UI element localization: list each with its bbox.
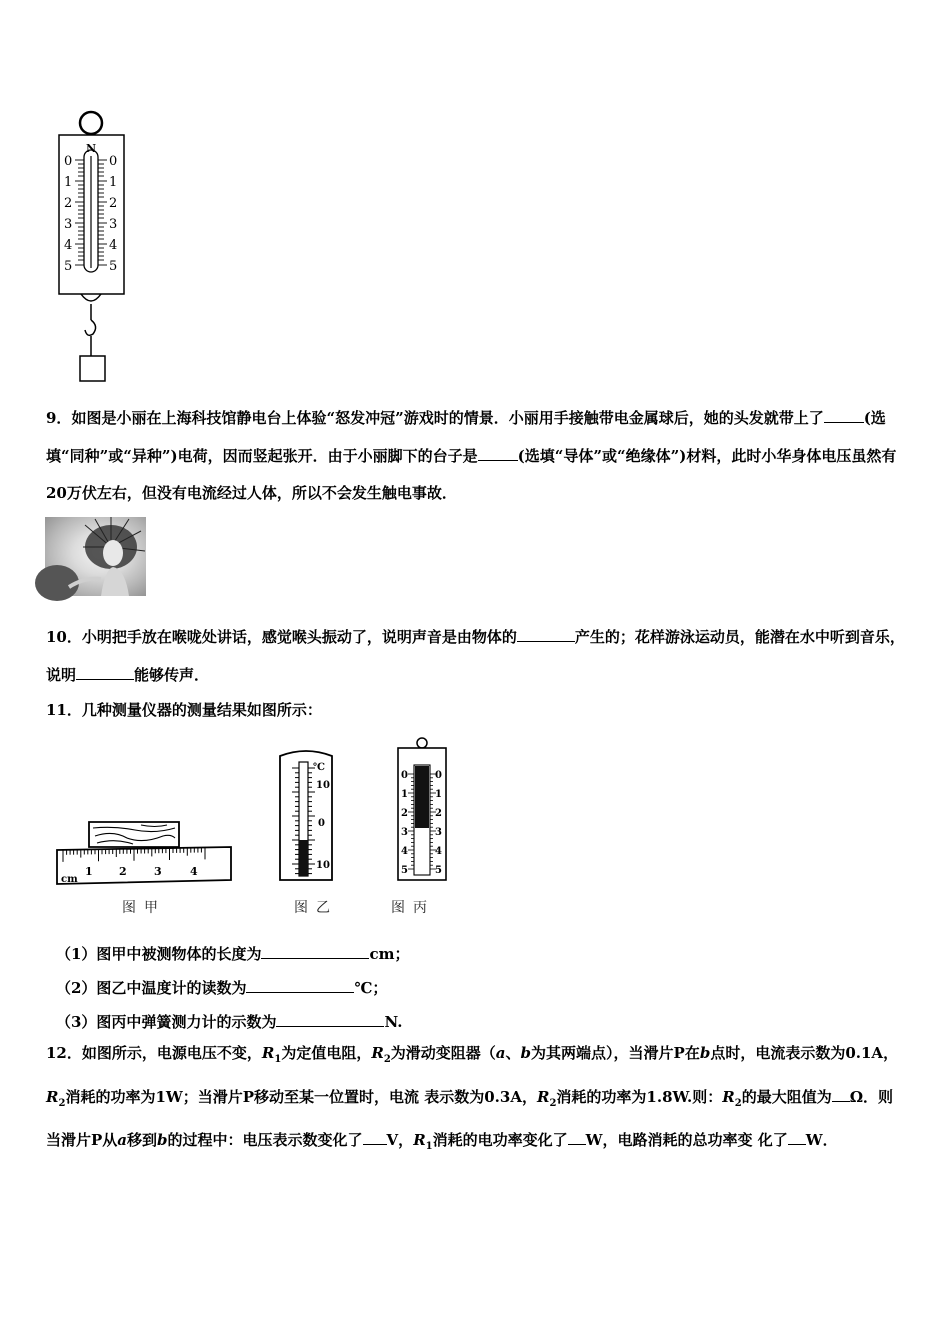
q11-blank-1[interactable] — [261, 942, 369, 959]
scale-left-5: 5 — [64, 259, 73, 274]
scale-hook — [85, 320, 96, 335]
q12-r1-sub: 1 — [274, 1054, 282, 1065]
q12-r1-b-sub: 1 — [425, 1141, 433, 1152]
caption-bing: 图丙 — [391, 900, 435, 916]
q12-p15: W，电路消耗的总功率变 化了 — [585, 1131, 788, 1149]
q12-p3: 为滑动变阻器（ — [390, 1044, 496, 1062]
hanging-weight — [80, 356, 105, 381]
question-9 — [46, 400, 906, 513]
question-10 — [46, 619, 906, 694]
q11-sub-1 — [56, 942, 409, 964]
scale-right-3: 3 — [109, 217, 118, 232]
q12-r2: R — [371, 1044, 384, 1062]
q10-text-1: 小明把手放在喉咙处讲话，感觉喉头振动了，说明声音是由物体的 — [81, 628, 517, 646]
thermo-label-bottom: 10 — [316, 860, 330, 871]
q12-b3: b — [157, 1131, 168, 1149]
q9-text-3: (选填“导体”或“绝缘体”)材料，此时小华身体电压虽然有20万伏左右，但没有电流经过人体，所以不会发生触电事故． — [46, 446, 897, 502]
photo-illustration — [45, 517, 146, 596]
ruler-tick-label-4: 4 — [190, 865, 198, 878]
meter-left-0: 0 — [401, 770, 408, 781]
q9-text-2: (选填“同种”或“异种”)电荷，因而竖起张开．由于小丽脚下的台子是 — [46, 409, 886, 465]
meter-left-3: 3 — [401, 827, 408, 838]
q12-r2-d: R — [722, 1087, 735, 1106]
meter-right-4: 4 — [435, 846, 442, 857]
q11-sub3-unit: N. — [384, 1013, 403, 1031]
q12-r1-b: R — [413, 1131, 426, 1149]
q12-p12: 的过程中：电压表示数变化了 — [167, 1131, 363, 1149]
q12-p10: Ω．则当滑片P从 — [46, 1087, 894, 1149]
meter-right-2: 2 — [435, 808, 442, 819]
q10-text-2: 产生的；花样游泳运动员，能潜在水中听到音乐，说明 — [46, 628, 905, 684]
thermometer-figure — [278, 748, 334, 884]
scale-left-3: 3 — [64, 217, 73, 232]
thermo-label-zero: 0 — [318, 818, 325, 829]
meter-ring — [417, 738, 427, 748]
q12-p5: 为其两端点），当滑片P在 — [531, 1044, 700, 1062]
q11-blank-3[interactable] — [276, 1010, 384, 1027]
scale-right-2: 2 — [109, 196, 118, 211]
q12-blank-1[interactable] — [832, 1085, 850, 1102]
q12-p14: 消耗的电功率变化了 — [432, 1131, 568, 1149]
ruler-unit-label: cm — [61, 874, 78, 885]
spring-meter-figure — [396, 737, 448, 883]
caption-yi: 图乙 — [294, 900, 338, 916]
thermometer-liquid — [299, 840, 308, 876]
meter-left-5: 5 — [401, 865, 408, 876]
q12-r2-c-sub: 2 — [549, 1097, 557, 1109]
ruler-tick-label-3: 3 — [154, 865, 162, 878]
q9-text-1: 如图是小丽在上海科技馆静电台上体验“怒发冲冠”游戏时的情景．小丽用手接触带电金属球后，她的头发就带上了 — [71, 409, 824, 427]
scale-right-0: 0 — [109, 154, 118, 169]
q12-p8: 消耗的功率为1.8W.则： — [556, 1087, 723, 1106]
q12-blank-3[interactable] — [568, 1128, 586, 1145]
q12-blank-2[interactable] — [363, 1128, 387, 1145]
q10-blank-2[interactable] — [76, 663, 134, 680]
scale-left-4: 4 — [64, 238, 73, 253]
q12-r2-c: R — [536, 1087, 550, 1106]
q11-sub2-text: （2）图乙中温度计的读数为 — [56, 979, 247, 997]
ruler-tick-label-2: 2 — [119, 865, 127, 878]
q11-sub2-unit: ℃； — [354, 979, 388, 997]
meter-right-0: 0 — [435, 770, 442, 781]
q10-blank-1[interactable] — [517, 625, 575, 642]
meter-right-1: 1 — [435, 789, 442, 800]
scale-bottom-clip — [81, 294, 101, 301]
spring-scale-figure — [55, 108, 135, 388]
meter-right-5: 5 — [435, 865, 442, 876]
q12-number: 12． — [46, 1044, 82, 1062]
question-12 — [46, 1035, 906, 1166]
meter-left-4: 4 — [401, 846, 408, 857]
q11-blank-2[interactable] — [246, 976, 354, 993]
q12-p7: 消耗的功率为1W；当滑片P移动至某一位置时，电流 表示数为0.3A， — [65, 1087, 537, 1106]
ruler-tick-label-1: 1 — [85, 865, 93, 878]
q11-text: 几种测量仪器的测量结果如图所示： — [81, 701, 322, 719]
scale-left-0: 0 — [64, 154, 73, 169]
q11-number: 11． — [46, 701, 82, 719]
meter-left-2: 2 — [401, 808, 408, 819]
meter-right-3: 3 — [435, 827, 442, 838]
q10-text-3: 能够传声． — [134, 665, 210, 684]
q11-sub-3 — [56, 1010, 402, 1032]
meter-left-1: 1 — [401, 789, 408, 800]
q12-b2: b — [699, 1044, 711, 1062]
scale-left-1: 1 — [64, 175, 73, 190]
question-11 — [46, 692, 906, 730]
scale-right-1: 1 — [109, 175, 118, 190]
q10-number: 10． — [46, 628, 82, 646]
static-electricity-photo — [45, 517, 146, 596]
ruler-figure — [55, 818, 235, 888]
q12-p6: 点时，电流表示数为0.1A， — [710, 1044, 899, 1062]
thermo-unit: ℃ — [313, 762, 325, 773]
q11-sub1-text: （1）图甲中被测物体的长度为 — [56, 945, 262, 963]
q12-p13: V， — [386, 1131, 414, 1149]
scale-right-5: 5 — [109, 259, 118, 274]
scale-unit-label: N — [86, 142, 97, 155]
q12-r1: R — [261, 1044, 275, 1062]
q12-r2-d-sub: 2 — [734, 1097, 742, 1109]
q12-a: a — [495, 1044, 506, 1062]
q12-r2-b: R — [46, 1087, 59, 1106]
q12-blank-4[interactable] — [788, 1128, 806, 1145]
q9-blank-2[interactable] — [478, 444, 518, 461]
q12-p11: 移到 — [127, 1131, 158, 1149]
q12-a2: a — [117, 1131, 128, 1149]
q12-p2: 为定值电阻， — [281, 1044, 372, 1062]
q11-sub1-unit: cm； — [369, 945, 410, 963]
scale-ring — [80, 112, 102, 134]
q12-p16: W． — [805, 1131, 838, 1149]
q12-p1: 如图所示，电源电压不变， — [81, 1044, 262, 1062]
q11-sub3-text: （3）图丙中弹簧测力计的示数为 — [56, 1013, 277, 1031]
q12-b: b — [520, 1044, 532, 1062]
q12-p4: 、 — [505, 1044, 521, 1062]
q9-number: 9． — [46, 409, 72, 427]
caption-jia: 图甲 — [122, 900, 166, 916]
thermo-label-top: 10 — [316, 780, 330, 791]
q9-blank-1[interactable] — [824, 406, 864, 423]
q12-r2-sub: 2 — [383, 1054, 391, 1065]
meter-spring-fill — [415, 766, 429, 828]
scale-left-2: 2 — [64, 196, 73, 211]
scale-right-4: 4 — [109, 238, 118, 253]
q11-sub-2 — [56, 976, 387, 998]
q12-p9: 的最大阻值为 — [741, 1087, 832, 1106]
q12-r2-b-sub: 2 — [58, 1097, 66, 1109]
